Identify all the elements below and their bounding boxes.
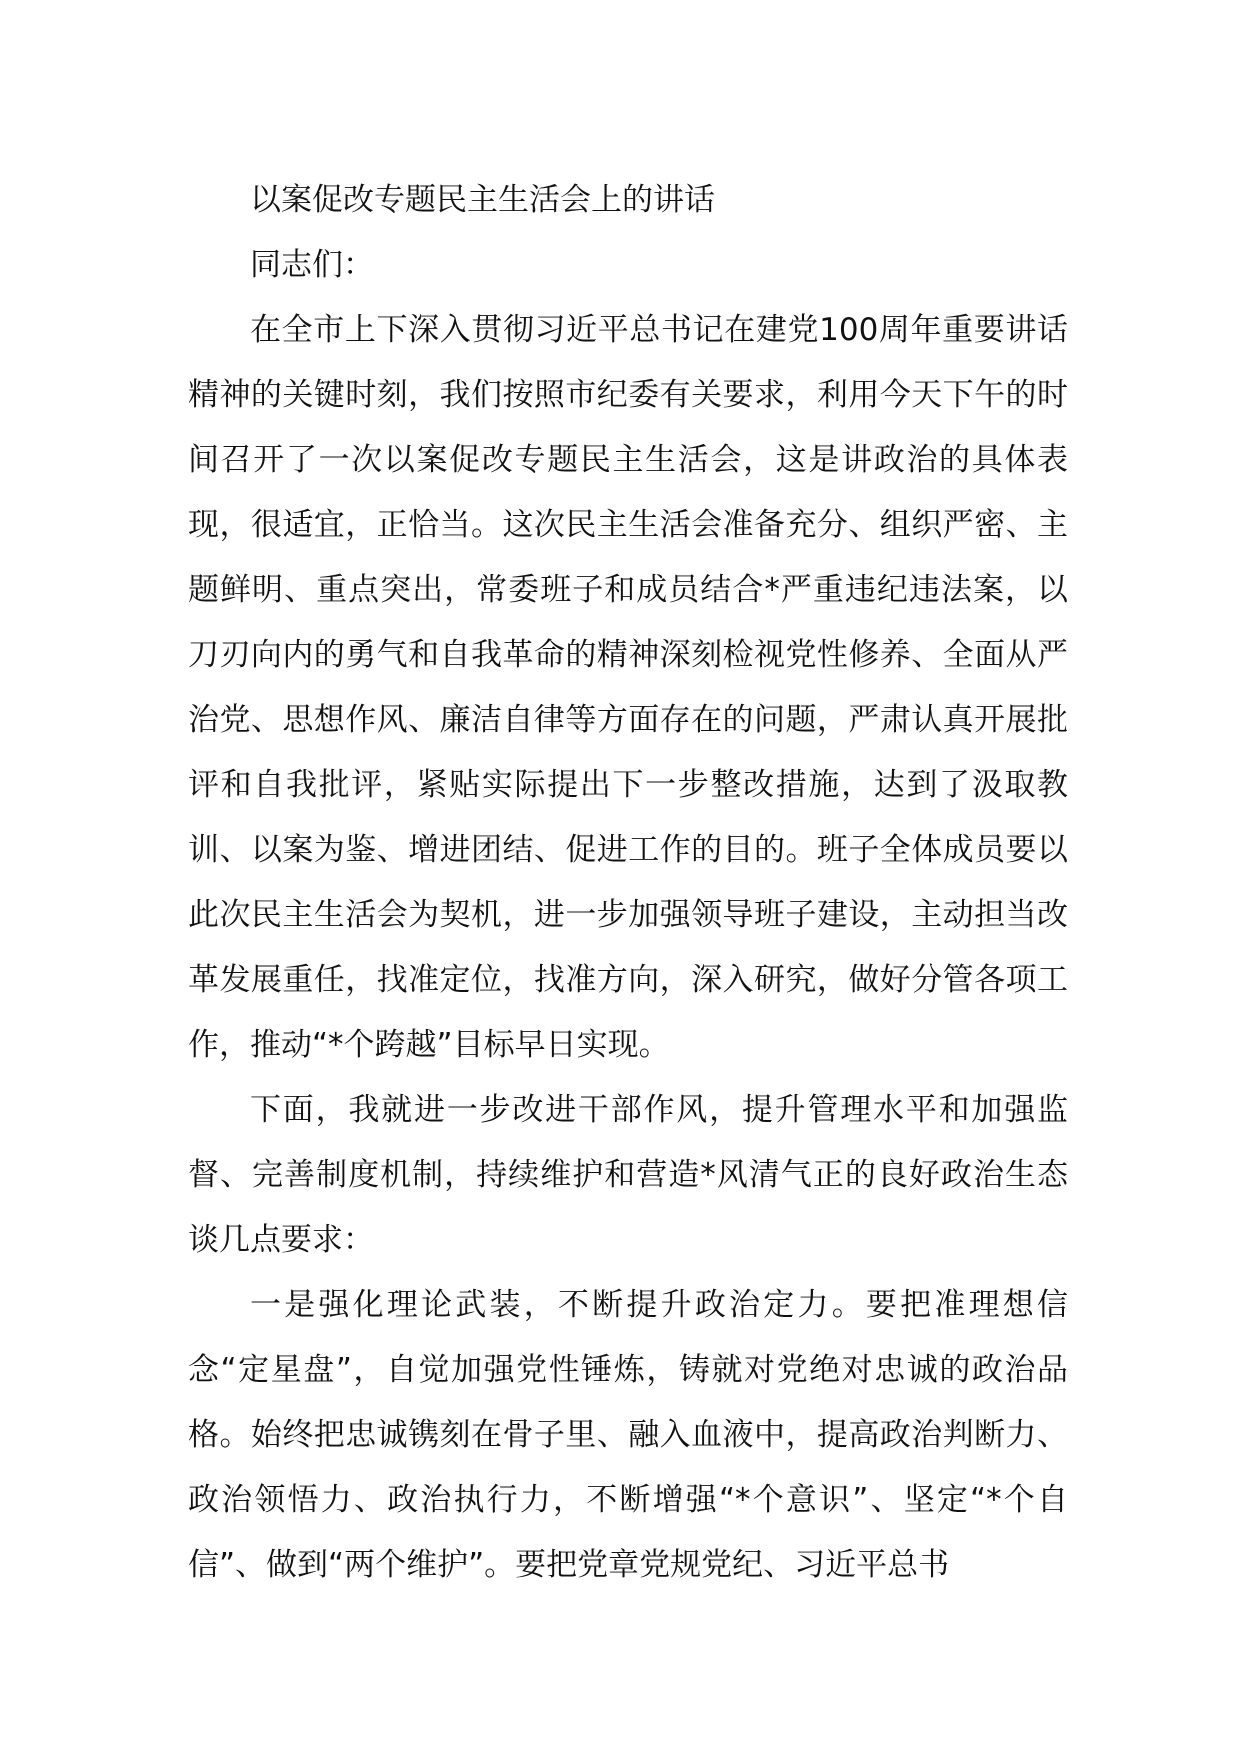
document-page	[188, 168, 1068, 1598]
body-paragraph: 一是强化理论武装，不断提升政治定力。要把准理想信念“定星盘”，自觉加强党性锤炼，铸就对党绝对忠诚的政治品格。始终把忠诚镌刻在骨子里、融入血液中，提高政治判断力、政治领悟力、政治执行力，不断增强“*个意识”、坚定“*个自信”、做到“两个维护”。要把党章党规党纪、习近平总书	[188, 1287, 1068, 1583]
body-paragraph: 下面，我就进一步改进干部作风，提升管理水平和加强监督、完善制度机制，持续维护和营造*风清气正的良好政治生态谈几点要求：	[188, 1092, 1068, 1258]
salutation: 同志们：	[250, 247, 374, 283]
document-title: 以案促改专题民主生活会上的讲话	[250, 182, 715, 218]
body-paragraph: 在全市上下深入贯彻习近平总书记在建党100周年重要讲话精神的关键时刻，我们按照市纪委有关要求，利用今天下午的时间召开了一次以案促改专题民主生活会，这是讲政治的具体表现，很适宜，正恰当。这次民主生活会准备充分、组织严密、主题鲜明、重点突出，常委班子和成员结合*严重违纪违法案，以刀刃向内的勇气和自我革命的精神深刻检视党性修养、全面从严治党、思想作风、廉洁自律等方面存在的问题，严肃认真开展批评和自我批评，紧贴实际提出下一步整改措施，达到了汲取教训、以案为鉴、增进团结、促进工作的目的。班子全体成员要以此次民主生活会为契机，进一步加强领导班子建设，主动担当改革发展重任，找准定位，找准方向，深入研究，做好分管各项工作，推动“*个跨越”目标早日实现。	[188, 312, 1068, 1063]
